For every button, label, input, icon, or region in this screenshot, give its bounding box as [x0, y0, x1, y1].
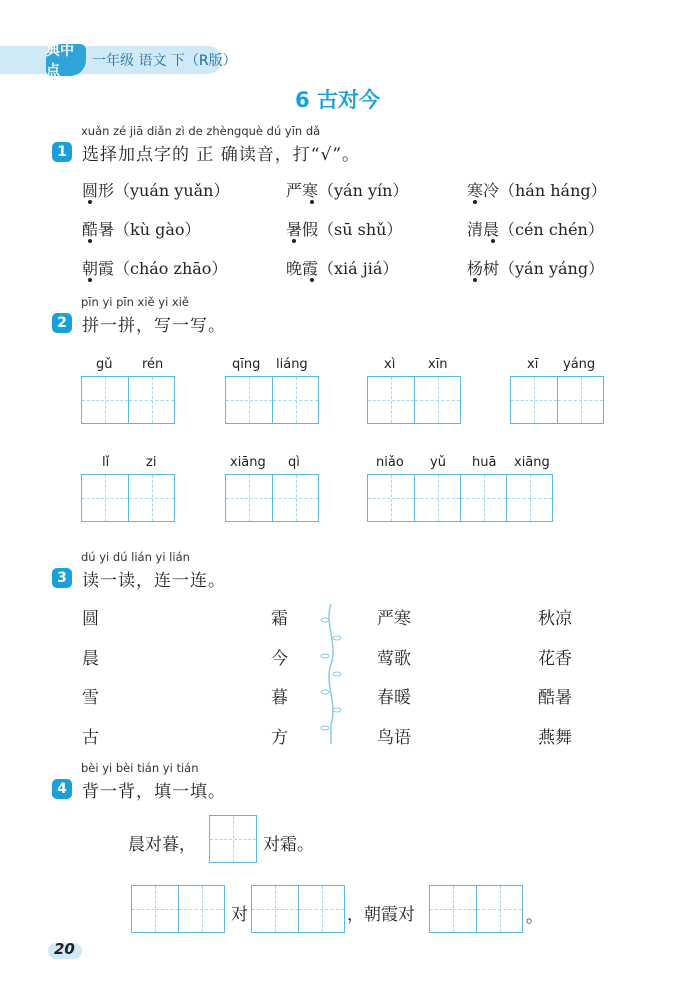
emphasis-dot	[88, 200, 92, 204]
writing-cell[interactable]	[178, 886, 224, 932]
writing-cell[interactable]	[128, 475, 174, 521]
q3-instruction: 读一读，连一连。	[82, 571, 226, 591]
writing-cell[interactable]	[506, 475, 552, 521]
match-item-right[interactable]: 方	[271, 728, 288, 748]
emphasis-dot	[310, 200, 314, 204]
q4-pinyin: bèi yi bèi tián yi tián	[81, 761, 199, 775]
writing-cell[interactable]	[226, 377, 272, 423]
q1-option: 清晨（cén chén）	[467, 220, 604, 239]
q1-instruction: 选择加点字的 正 确读音，打“√”。	[82, 145, 361, 165]
q1-option: 暑假（sū shǔ）	[286, 220, 403, 239]
grid-pinyin: xīn	[428, 357, 448, 372]
fill-text: 对霜。	[263, 835, 314, 855]
writing-cell[interactable]	[272, 377, 318, 423]
emphasis-dot	[292, 239, 296, 243]
emphasis-dot	[473, 200, 477, 204]
q4-instruction: 背一背，填一填。	[82, 782, 226, 802]
match-item-right[interactable]: 霜	[271, 609, 288, 629]
q1-option: 圆形（yuán yuǎn）	[82, 181, 230, 200]
match-item-right[interactable]: 酷暑	[538, 688, 572, 708]
emphasis-dot	[88, 239, 92, 243]
writing-cell[interactable]	[476, 886, 522, 932]
writing-cell[interactable]	[368, 377, 414, 423]
match-item-left[interactable]: 晨	[82, 649, 99, 669]
writing-cell[interactable]	[430, 886, 476, 932]
grid-pinyin: xiāng	[514, 455, 550, 470]
q1-option: 晚霞（xiá jiá）	[286, 259, 399, 278]
writing-grid[interactable]	[367, 357, 461, 424]
grid-pinyin: zi	[146, 455, 157, 470]
q1-option: 寒冷（hán háng）	[467, 181, 607, 200]
writing-cell[interactable]	[132, 886, 178, 932]
grid-pinyin: niǎo	[376, 455, 404, 470]
q3-number-badge: 3	[52, 568, 72, 588]
writing-grid[interactable]	[81, 455, 175, 522]
page-number: 20	[54, 940, 75, 958]
writing-cell[interactable]	[414, 377, 460, 423]
fill-grid[interactable]	[429, 885, 523, 933]
grid-pinyin: yáng	[563, 357, 596, 372]
match-item-left[interactable]: 雪	[82, 688, 99, 708]
writing-grid[interactable]	[367, 455, 553, 522]
grid-pinyin: qīng	[232, 357, 261, 372]
writing-grid[interactable]	[225, 357, 319, 424]
match-item-right[interactable]: 燕舞	[538, 728, 572, 748]
grid-pinyin: yǔ	[430, 455, 446, 470]
q2-pinyin: pīn yi pīn xiě yi xiě	[81, 295, 189, 309]
q1-option: 酷暑（kù gào）	[82, 220, 201, 239]
writing-cell[interactable]	[82, 377, 128, 423]
match-item-left[interactable]: 圆	[82, 609, 99, 629]
grid-pinyin: rén	[142, 357, 164, 372]
writing-cell[interactable]	[414, 475, 460, 521]
emphasis-dot	[473, 278, 477, 282]
writing-cell[interactable]	[557, 377, 603, 423]
grid-pinyin: xì	[384, 357, 396, 372]
writing-cell[interactable]	[368, 475, 414, 521]
q2-instruction: 拼一拼，写一写。	[82, 316, 226, 336]
grid-pinyin: xī	[527, 357, 539, 372]
match-item-right[interactable]: 花香	[538, 649, 572, 669]
brand-logo: 典中点	[46, 44, 86, 76]
emphasis-dot	[310, 278, 314, 282]
match-item-left[interactable]: 严寒	[377, 609, 411, 629]
vine-divider-icon	[318, 600, 344, 748]
q4-number-badge: 4	[52, 779, 72, 799]
writing-cell[interactable]	[82, 475, 128, 521]
writing-cell[interactable]	[298, 886, 344, 932]
writing-cell[interactable]	[272, 475, 318, 521]
match-item-left[interactable]: 古	[82, 728, 99, 748]
match-item-left[interactable]: 春暖	[377, 688, 411, 708]
q1-option: 严寒（yán yín）	[286, 181, 409, 200]
writing-cell[interactable]	[460, 475, 506, 521]
grid-pinyin: liáng	[276, 357, 308, 372]
match-item-right[interactable]: 今	[271, 649, 288, 669]
q1-number-badge: 1	[52, 142, 72, 162]
match-item-right[interactable]: 秋凉	[538, 609, 572, 629]
emphasis-dot	[491, 239, 495, 243]
match-item-left[interactable]: 莺歌	[377, 649, 411, 669]
match-item-right[interactable]: 暮	[271, 688, 288, 708]
fill-text: ，朝霞对	[347, 905, 415, 925]
writing-cell[interactable]	[210, 816, 256, 862]
grade-subject-label: 一年级 语文 下（R版）	[92, 53, 237, 69]
match-item-left[interactable]: 鸟语	[377, 728, 411, 748]
fill-grid[interactable]	[209, 815, 257, 863]
writing-grid[interactable]	[81, 357, 175, 424]
grid-pinyin: qì	[288, 455, 300, 470]
writing-grid[interactable]	[510, 357, 604, 424]
writing-cell[interactable]	[252, 886, 298, 932]
q3-pinyin: dú yi dú lián yi lián	[81, 550, 190, 564]
q2-number-badge: 2	[52, 313, 72, 333]
fill-text: 。	[526, 907, 543, 927]
writing-cell[interactable]	[511, 377, 557, 423]
fill-text: 晨对暮，	[128, 835, 196, 855]
grid-pinyin: gǔ	[96, 357, 113, 372]
fill-text: 对	[231, 905, 248, 925]
q1-option: 朝霞（cháo zhāo）	[82, 259, 228, 278]
lesson-title: 6 古对今	[295, 88, 380, 112]
q1-pinyin: xuǎn zé jiā diǎn zì de zhèngquè dú yīn dǎ	[81, 124, 321, 138]
writing-grid[interactable]	[225, 455, 319, 522]
grid-pinyin: lǐ	[102, 455, 110, 470]
grid-pinyin: xiāng	[230, 455, 266, 470]
writing-cell[interactable]	[226, 475, 272, 521]
writing-cell[interactable]	[128, 377, 174, 423]
emphasis-dot	[88, 278, 92, 282]
fill-grid[interactable]	[131, 885, 225, 933]
fill-grid[interactable]	[251, 885, 345, 933]
grid-pinyin: huā	[472, 455, 497, 470]
q1-option: 杨树（yán yáng）	[467, 259, 605, 278]
